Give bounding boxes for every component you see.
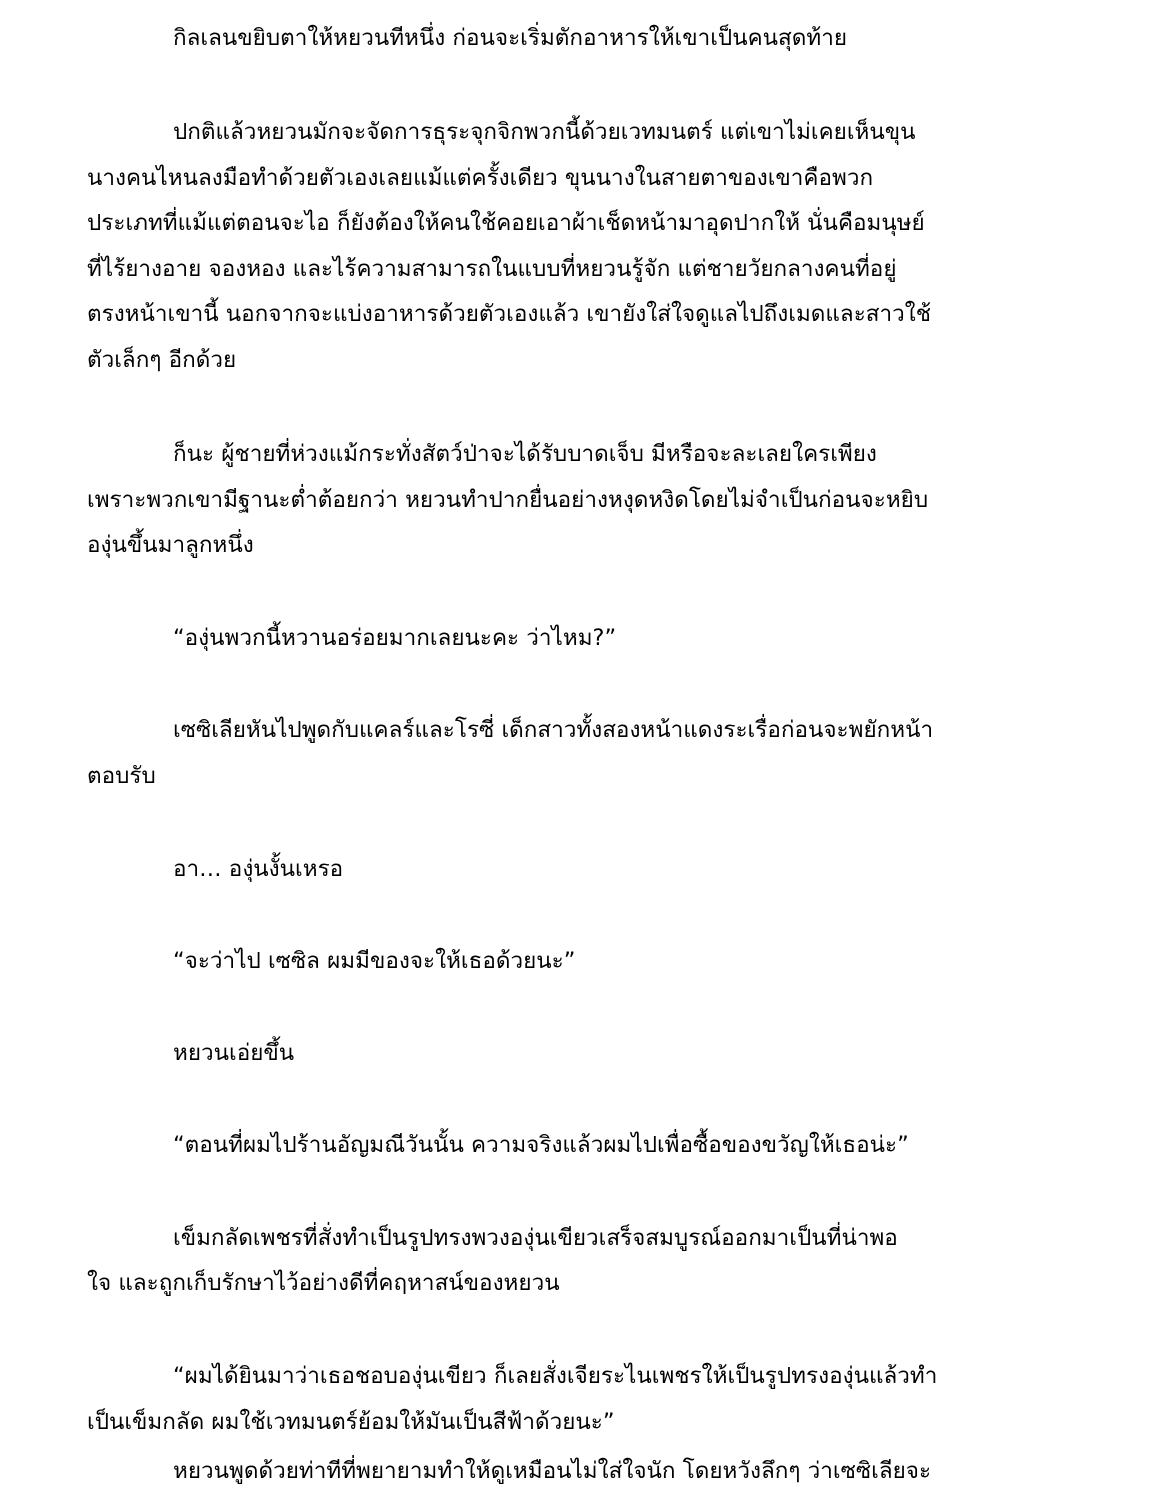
text-line: เซซิเลียหันไปพูดกับแคลร์และโรซี่ เด็กสาวทั้งสองหน้าแดงระเรื่อก่อนจะพยักหน้า bbox=[173, 717, 934, 743]
dialogue-line: “ผมได้ยินมาว่าเธอชอบองุ่นเขียว ก็เลยสั่งเจียระไนเพชรให้เป็นรูปทรงองุ่นแล้วทำ bbox=[173, 1363, 938, 1389]
text-line: ที่ไร้ยางอาย จองหอง และไร้ความสามารถในแบบที่หยวนรู้จัก แต่ชายวัยกลางคนที่อยู่ bbox=[87, 256, 897, 282]
dialogue-line: “ตอนที่ผมไปร้านอัญมณีวันนั้น ความจริงแล้วผมไปเพื่อซื้อของขวัญให้เธอน่ะ” bbox=[173, 1132, 909, 1158]
dialogue-line: “องุ่นพวกนี้หวานอร่อยมากเลยนะคะ ว่าไหม?” bbox=[173, 625, 617, 651]
text-line: ตัวเล็กๆ อีกด้วย bbox=[87, 347, 237, 373]
text-line: เพราะพวกเขามีฐานะต่ำต้อยกว่า หยวนทำปากยื่นอย่างหงุดหงิดโดยไม่จำเป็นก่อนจะหยิบ bbox=[87, 487, 929, 513]
text-line: ตรงหน้าเขานี้ นอกจากจะแบ่งอาหารด้วยตัวเองแล้ว เขายังใส่ใจดูแลไปถึงเมดและสาวใช้ bbox=[87, 301, 932, 327]
text-line: อา… องุ่นงั้นเหรอ bbox=[173, 856, 344, 882]
text-line: องุ่นขึ้นมาลูกหนึ่ง bbox=[87, 532, 254, 558]
text-line: ใจ และถูกเก็บรักษาไว้อย่างดีที่คฤหาสน์ของหยวน bbox=[87, 1270, 560, 1296]
text-line: ตอบรับ bbox=[87, 763, 156, 789]
text-line: หยวนพูดด้วยท่าทีที่พยายามทำให้ดูเหมือนไม่ใส่ใจนัก โดยหวังลึกๆ ว่าเซซิเลียจะ bbox=[173, 1458, 932, 1484]
text-line: เข็มกลัดเพชรที่สั่งทำเป็นรูปทรงพวงองุ่นเขียวเสร็จสมบูรณ์ออกมาเป็นที่น่าพอ bbox=[173, 1225, 898, 1251]
text-line: หยวนเอ่ยขึ้น bbox=[173, 1040, 295, 1066]
text-line: นางคนไหนลงมือทำด้วยตัวเองเลยแม้แต่ครั้งเดียว ขุนนางในสายตาของเขาคือพวก bbox=[87, 165, 874, 191]
text-line: ปกติแล้วหยวนมักจะจัดการธุระจุกจิกพวกนี้ด้วยเวทมนตร์ แต่เขาไม่เคยเห็นขุน bbox=[173, 119, 916, 145]
dialogue-line: “จะว่าไป เซซิล ผมมีของจะให้เธอด้วยนะ” bbox=[173, 948, 576, 974]
text-line: ประเภทที่แม้แต่ตอนจะไอ ก็ยังต้องให้คนใช้คอยเอาผ้าเช็ดหน้ามาอุดปากให้ นั่นคือมนุษย์ bbox=[87, 210, 925, 236]
text-line: ก็นะ ผู้ชายที่ห่วงแม้กระทั่งสัตว์ป่าจะได้รับบาดเจ็บ มีหรือจะละเลยใครเพียง bbox=[173, 441, 877, 467]
dialogue-line: เป็นเข็มกลัด ผมใช้เวทมนตร์ย้อมให้มันเป็นสีฟ้าด้วยนะ” bbox=[87, 1409, 615, 1435]
text-line: กิลเลนขยิบตาให้หยวนทีหนึ่ง ก่อนจะเริ่มตักอาหารให้เขาเป็นคนสุดท้าย bbox=[173, 25, 848, 51]
